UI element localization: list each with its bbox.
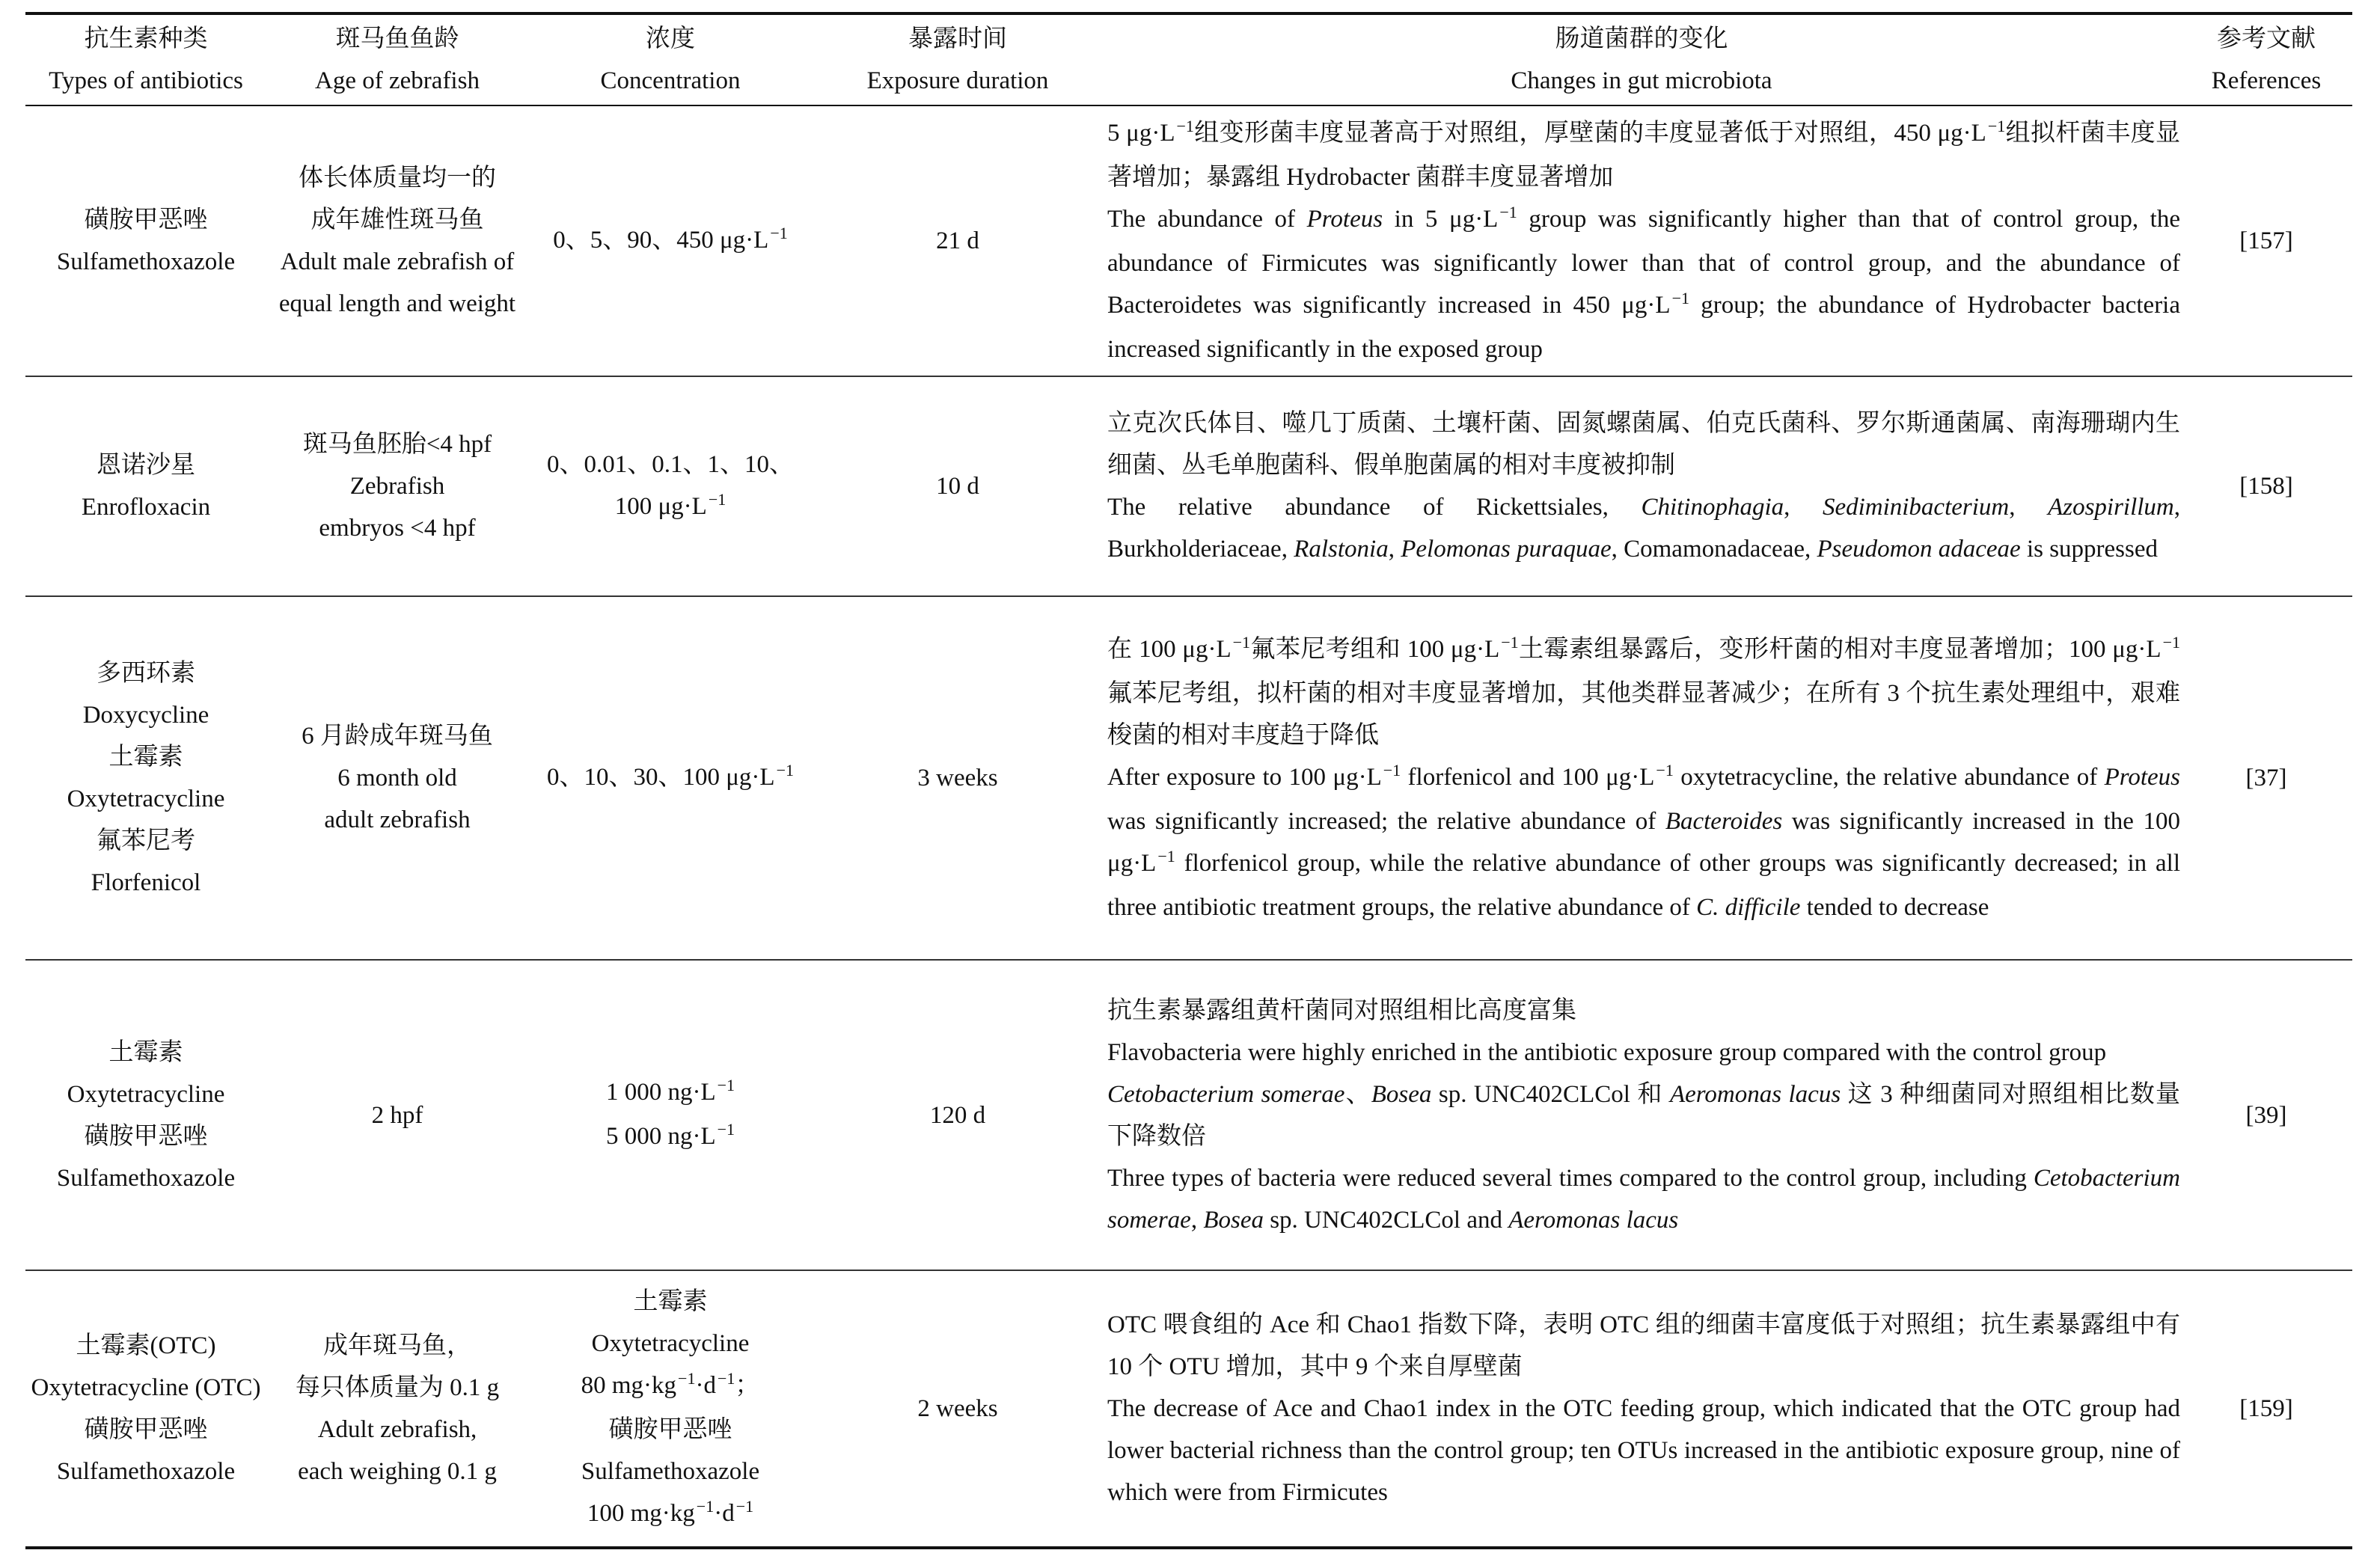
text: 这 3 种细菌同对照组相比数量下降数倍 (1107, 1080, 2181, 1150)
concentration-line: Oxytetracycline (591, 1330, 750, 1357)
changes-zh (1107, 1074, 2180, 1157)
concentration-value: 100 mg·kg (587, 1500, 695, 1527)
superscript: −1 (1671, 288, 1689, 307)
text: 组拟杆菌丰度显著增加；暴露组 Hydrobacter 菌群丰度显著增加 (1107, 119, 2181, 191)
text: The relative abundance of Rickettsiales, (1107, 494, 1642, 521)
superscript: −1 (1157, 846, 1175, 866)
changes-cell (1103, 376, 2180, 596)
changes-cell (1103, 596, 2180, 960)
concentration-line (533, 1492, 808, 1537)
taxon-name: Cetobacterium somerae (1107, 1164, 2180, 1234)
header-references (2180, 13, 2352, 105)
concentration-cell (528, 960, 813, 1270)
text: , (1388, 536, 1401, 563)
age-text: each weighing 0.1 g (298, 1458, 497, 1485)
text: The abundance of (1107, 205, 1307, 233)
concentration-value: 80 mg·kg (581, 1372, 677, 1399)
changes-en: The decrease of Ace and Chao1 index in the OTC feeding group, which indicated that the OTC group had lower bacterial richness than the control group; ten OTUs increased in the antibiotic exposure group, nine of which were from Firmicutes (1107, 1395, 2180, 1506)
reference-number: [157] (2239, 227, 2293, 254)
duration-value: 21 d (936, 227, 979, 254)
antibiotic-name: 磺胺甲恶唑 (84, 1122, 208, 1150)
age-text: Adult zebrafish, (317, 1416, 477, 1443)
duration-cell (813, 960, 1103, 1270)
taxon-name: Ralstonia (1294, 536, 1389, 563)
text: After exposure to 100 μg·L (1107, 763, 1382, 791)
header-en: Types of antibiotics (49, 67, 243, 94)
header-zh: 暴露时间 (908, 25, 1007, 52)
concentration-line: 磺胺甲恶唑 (608, 1416, 732, 1443)
concentration-cell (528, 376, 813, 596)
taxon-name: Bosea (1203, 1206, 1264, 1234)
antibiotic-name: 磺胺甲恶唑 (84, 206, 208, 233)
text: sp. UNC402CLCol and (1263, 1206, 1509, 1234)
superscript: −1 (735, 1497, 754, 1516)
changes-zh: OTC 喂食组的 Ace 和 Chao1 指数下降，表明 OTC 组的细菌丰富度低于对照组；抗生素暴露组中有 10 个 OTU 增加，其中 9 个来自厚壁菌 (1107, 1311, 2180, 1380)
age-text: 每只体质量为 0.1 g (295, 1374, 500, 1401)
age-cell (266, 105, 528, 376)
concentration-value: 0、5、90、450 μg·L (553, 226, 769, 254)
antibiotic-name: 土霉素 (108, 1038, 183, 1066)
reference-cell (2180, 105, 2352, 376)
taxon-name: Sediminibacterium (1822, 494, 2010, 521)
taxon-name: C. difficile (1696, 893, 1801, 921)
changes-zh: 抗生素暴露组黄杆菌同对照组相比高度富集 (1107, 996, 1576, 1024)
text: 在 100 μg·L (1107, 635, 1232, 663)
superscript: −1 (1383, 760, 1401, 780)
taxon-name: Proteus (2104, 763, 2180, 791)
superscript: −1 (717, 1119, 735, 1139)
text: was significantly increased; the relative abundance of (1107, 807, 1665, 835)
header-en: Age of zebrafish (315, 67, 480, 94)
duration-cell (813, 1270, 1103, 1548)
concentration-cell (528, 105, 813, 376)
superscript: −1 (1499, 202, 1517, 221)
text: , Comamonadaceae, (1611, 536, 1817, 563)
age-cell (266, 1270, 528, 1548)
superscript: −1 (717, 1369, 735, 1388)
header-age-of-zebrafish (266, 13, 528, 105)
text: 氟苯尼考组和 100 μg·L (1250, 635, 1500, 663)
header-en: Changes in gut microbiota (1511, 67, 1772, 94)
age-text: embryos <4 hpf (319, 515, 476, 542)
superscript: −1 (1232, 632, 1251, 652)
age-text: 体长体质量均一的 (299, 165, 496, 192)
taxon-name: Chitinophagia (1641, 494, 1784, 521)
age-text: equal length and weight (278, 290, 516, 317)
antibiotic-name: Sulfamethoxazole (56, 1164, 236, 1192)
header-en: Concentration (600, 67, 741, 94)
changes-zh (1107, 628, 2180, 756)
taxon-name: Cetobacterium somerae (1107, 1080, 1345, 1108)
duration-cell (813, 596, 1103, 960)
text: florfenicol group, while the relative abundance of other groups was significantly decreased; in all three antibiotic treatment groups, the relative abundance of (1107, 849, 2180, 921)
taxon-name: Azospirillum (2048, 494, 2174, 521)
changes-en: Flavobacteria were highly enriched in the antibiotic exposure group compared with the control group (1107, 1038, 2107, 1066)
reference-cell (2180, 376, 2352, 596)
antibiotic-cell (25, 1270, 266, 1548)
antibiotic-name: Oxytetracycline (OTC) (31, 1374, 261, 1401)
reference-number: [158] (2239, 473, 2293, 500)
superscript: −1 (1656, 760, 1674, 780)
concentration-value: 0、0.01、0.1、1、10、100 μg·L (547, 450, 794, 520)
concentration-value: ·d (714, 1500, 735, 1527)
taxon-name: Pelomonas puraquae (1401, 536, 1612, 563)
changes-zh: 立克次氏体目、噬几丁质菌、土壤杆菌、固氮螺菌属、伯克氏菌科、罗尔斯通菌属、南海珊瑚内生细菌、丛毛单胞菌科、假单胞菌属的相对丰度被抑制 (1107, 410, 2180, 479)
text: , (1190, 1206, 1204, 1234)
changes-zh (1107, 112, 2180, 198)
reference-number: [159] (2239, 1395, 2293, 1422)
changes-cell (1103, 105, 2180, 376)
text: 土霉素组暴露后，变形杆菌的相对丰度显著增加；100 μg·L (1518, 635, 2162, 663)
superscript: −1 (708, 489, 726, 509)
duration-value: 120 d (929, 1101, 986, 1129)
concentration-cell (528, 596, 813, 960)
antibiotic-cell (25, 376, 266, 596)
header-zh: 抗生素种类 (84, 25, 208, 52)
changes-cell (1103, 960, 2180, 1270)
concentration-value: 0、10、30、100 μg·L (546, 763, 775, 791)
antibiotic-name: Oxytetracycline (67, 1080, 225, 1108)
table-row (25, 105, 2352, 376)
header-en: References (2211, 67, 2322, 94)
changes-en (1107, 486, 2180, 570)
table-row (25, 1270, 2352, 1548)
duration-value: 3 weeks (917, 765, 998, 791)
superscript: −1 (770, 223, 788, 242)
header-exposure-duration (813, 13, 1103, 105)
antibiotic-name: 恩诺沙星 (97, 452, 195, 479)
superscript: −1 (776, 760, 794, 780)
text: group; the abundance of Hydrobacter bacteria increased significantly in the exposed group (1107, 291, 2180, 363)
reference-cell (2180, 596, 2352, 960)
antibiotic-cell (25, 596, 266, 960)
text: Three types of bacteria were reduced several times compared to the control group, including (1107, 1164, 2034, 1192)
table-row (25, 960, 2352, 1270)
antibiotic-name: 土霉素 (108, 744, 183, 771)
superscript: −1 (696, 1497, 715, 1516)
antibiotic-name: Sulfamethoxazole (56, 248, 236, 275)
duration-cell (813, 105, 1103, 376)
superscript: −1 (2162, 632, 2180, 652)
table-row (25, 596, 2352, 960)
text: was significantly increased in the 100 μg·L (1107, 807, 2180, 877)
text: florfenicol and 100 μg·L (1401, 763, 1655, 791)
concentration-value: 5 000 ng·L (605, 1122, 716, 1150)
superscript: −1 (1987, 116, 2006, 135)
antibiotic-name: 多西环素 (97, 660, 195, 687)
header-zh: 参考文献 (2217, 25, 2316, 52)
taxon-name: Aeromonas lacus (1508, 1206, 1679, 1234)
reference-number: [37] (2245, 765, 2287, 791)
text: 组变形菌丰度显著高于对照组，厚壁菌的丰度显著低于对照组，450 μg·L (1193, 119, 1986, 147)
reference-cell (2180, 1270, 2352, 1548)
text: , Burkholderiaceae, (1107, 494, 2181, 563)
header-types-of-antibiotics (25, 13, 266, 105)
age-text: 2 hpf (371, 1101, 423, 1129)
taxon-name: Bacteroides (1665, 807, 1783, 835)
antibiotic-name: Doxycycline (82, 702, 209, 729)
concentration-line: Sulfamethoxazole (581, 1458, 760, 1485)
text: 、 (1344, 1080, 1371, 1108)
header-zh: 肠道菌群的变化 (1555, 25, 1728, 52)
header-zh: 斑马鱼鱼龄 (335, 25, 459, 52)
age-text: Zebrafish (349, 473, 445, 500)
table-row (25, 376, 2352, 596)
changes-en (1107, 1157, 2180, 1241)
header-concentration (528, 13, 813, 105)
text: group was significantly higher than that of control group, the abundance of Firmicutes was significantly lower than that of control group, and the abundance of Bacteroidetes was significantly increased in 450 μg·L (1107, 205, 2180, 319)
age-cell (266, 960, 528, 1270)
superscript: −1 (678, 1369, 696, 1388)
age-text: 成年雄性斑马鱼 (310, 206, 484, 233)
superscript: −1 (717, 1075, 735, 1094)
age-cell (266, 596, 528, 960)
concentration-line (533, 1115, 808, 1160)
concentration-line (533, 1071, 808, 1115)
header-en: Exposure duration (866, 67, 1049, 94)
antibiotic-name: Oxytetracycline (67, 785, 225, 812)
antibiotic-cell (25, 105, 266, 376)
antibiotic-name: Sulfamethoxazole (56, 1458, 236, 1485)
changes-cell (1103, 1270, 2180, 1548)
reference-cell (2180, 960, 2352, 1270)
header-changes-in-gut-microbiota (1103, 13, 2180, 105)
text: , (2009, 494, 2049, 521)
changes-en (1107, 756, 2180, 928)
text: 5 μg·L (1107, 119, 1175, 147)
superscript: −1 (1176, 116, 1194, 135)
antibiotic-cell (25, 960, 266, 1270)
reference-number: [39] (2245, 1101, 2287, 1129)
concentration-cell (528, 1270, 813, 1548)
antibiotics-gut-microbiota-table (25, 12, 2352, 1549)
concentration-line (533, 1365, 808, 1409)
age-text: Adult male zebrafish of (280, 248, 515, 275)
concentration-value: ； (735, 1372, 760, 1399)
taxon-name: Aeromonas lacus (1669, 1080, 1841, 1108)
duration-cell (813, 376, 1103, 596)
age-text: 斑马鱼胚胎<4 hpf (302, 431, 492, 458)
age-text: 6 月龄成年斑马鱼 (302, 723, 493, 750)
taxon-name: Pseudomon adaceae (1817, 536, 2021, 563)
age-text: adult zebrafish (324, 806, 471, 833)
header-zh: 浓度 (646, 25, 695, 52)
table-header-row (25, 13, 2352, 105)
text: oxytetracycline, the relative abundance of (1673, 763, 2105, 791)
antibiotic-name: Enrofloxacin (81, 494, 211, 521)
age-cell (266, 376, 528, 596)
text: tended to decrease (1800, 893, 1989, 921)
age-text: 成年斑马鱼， (323, 1332, 471, 1359)
taxon-name: Bosea (1371, 1080, 1432, 1108)
concentration-value: 1 000 ng·L (605, 1078, 716, 1106)
antibiotic-name: 氟苯尼考 (97, 827, 195, 854)
text: in 5 μg·L (1383, 205, 1499, 233)
text: is suppressed (2020, 536, 2159, 563)
antibiotic-name: 磺胺甲恶唑 (84, 1416, 208, 1443)
text: 氟苯尼考组，拟杆菌的相对丰度显著增加，其他类群显著减少；在所有 3 个抗生素处理组中，艰难梭菌的相对丰度趋于降低 (1107, 679, 2180, 749)
changes-en (1107, 198, 2180, 370)
taxon-name: Proteus (1306, 205, 1383, 233)
duration-value: 2 weeks (917, 1395, 998, 1422)
antibiotic-name: Florfenicol (91, 869, 201, 896)
concentration-line: 土霉素 (633, 1288, 708, 1315)
duration-value: 10 d (936, 473, 979, 500)
age-text: 6 month old (337, 765, 457, 791)
concentration-value: ·d (695, 1372, 716, 1399)
antibiotic-name: 土霉素(OTC) (76, 1332, 216, 1359)
text: , (1784, 494, 1823, 521)
superscript: −1 (1501, 632, 1519, 652)
text: sp. UNC402CLCol 和 (1431, 1080, 1670, 1108)
